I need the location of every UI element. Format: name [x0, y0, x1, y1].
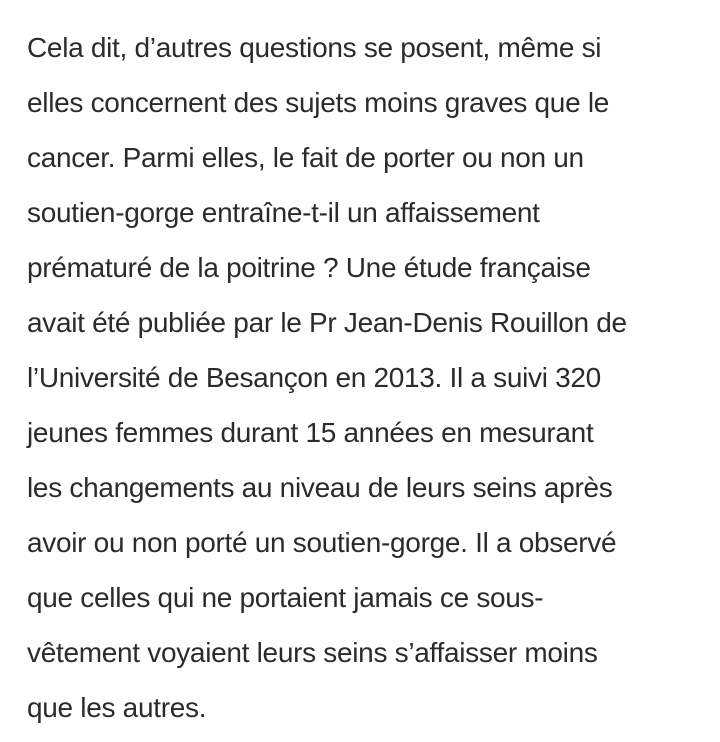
paragraph-line: cancer. Parmi elles, le fait de porter ou non un — [27, 142, 584, 173]
paragraph-line: avait été publiée par le Pr Jean-Denis Rouillon de — [27, 307, 627, 338]
paragraph-line: que les autres. — [27, 692, 207, 723]
paragraph-line: l’Université de Besançon en 2013. Il a suivi 320 — [27, 362, 601, 393]
paragraph-line: que celles qui ne portaient jamais ce sous- — [27, 582, 544, 613]
paragraph-line: jeunes femmes durant 15 années en mesurant — [27, 417, 594, 448]
article-paragraph — [27, 20, 717, 735]
paragraph-line: prématuré de la poitrine ? Une étude française — [27, 252, 591, 283]
paragraph-line: elles concernent des sujets moins graves que le — [27, 87, 610, 118]
paragraph-line: soutien-gorge entraîne-t-il un affaissement — [27, 197, 540, 228]
paragraph-line: Cela dit, d’autres questions se posent, même si — [27, 32, 602, 63]
paragraph-line: avoir ou non porté un soutien-gorge. Il a observé — [27, 527, 617, 558]
paragraph-line: les changements au niveau de leurs seins après — [27, 472, 613, 503]
paragraph-line: vêtement voyaient leurs seins s’affaisser moins — [27, 637, 598, 668]
